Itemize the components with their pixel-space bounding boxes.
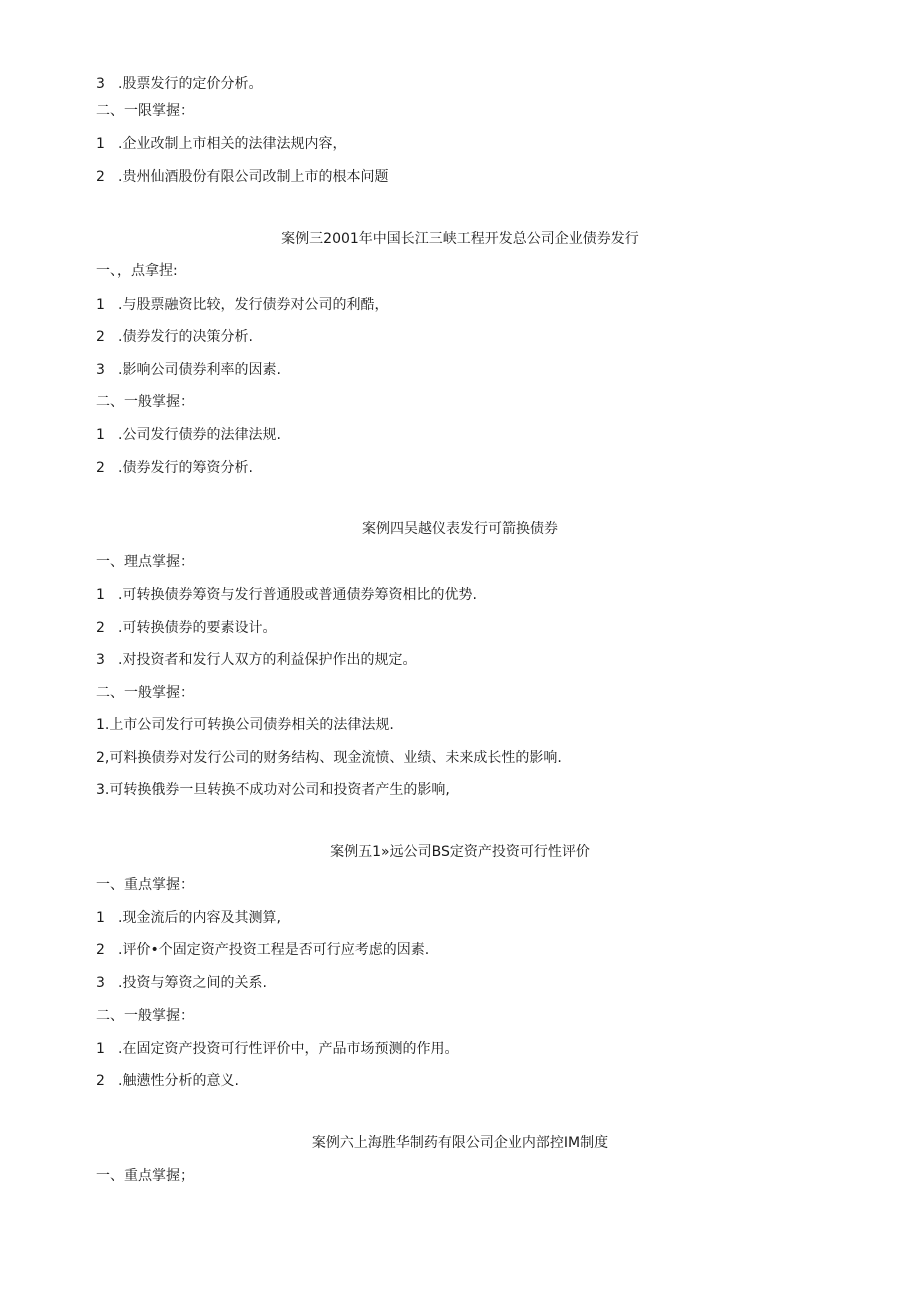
item-text: .触懑性分析的意义.	[118, 1073, 239, 1089]
item-text: .投资与筹资之间的关系.	[118, 975, 267, 991]
list-item	[96, 328, 253, 346]
item-text: .债券发行的筹资分析.	[118, 460, 253, 476]
list-item	[96, 361, 281, 379]
item-text: .股票发行的定价分析。	[118, 76, 263, 92]
key-mastery-title: 一、理点掌握：	[96, 554, 194, 570]
list-item	[96, 459, 253, 477]
list-item	[96, 619, 276, 637]
list-item	[96, 75, 262, 93]
list-item	[96, 941, 429, 959]
general-mastery-title: 二、一般掌握：	[96, 394, 194, 410]
item-number: 1	[96, 427, 105, 443]
item-number: 2	[96, 460, 105, 476]
case-title: 案例四吴越仪表发行可箭换债券	[362, 521, 558, 537]
item-text: .现金流后的内容及其测算,	[118, 910, 281, 926]
key-mastery-title: 一、重点掌握；	[96, 1168, 194, 1184]
item-text: .可转换债券筹资与发行普通股或普通债券筹资相比的优势.	[118, 587, 477, 603]
item-number: 3	[96, 76, 105, 92]
list-item	[96, 135, 346, 153]
list-item	[96, 651, 416, 669]
item-text: .贵州仙酒股份有限公司改制上市的根本问题	[118, 169, 389, 185]
item-number: 1	[96, 1041, 105, 1057]
list-item	[96, 296, 388, 314]
item-number: 2	[96, 620, 105, 636]
item-number: 2	[96, 169, 105, 185]
item-text: .债券发行的决策分析.	[118, 329, 253, 345]
item-number: 1	[96, 136, 105, 152]
key-mastery-title: 一、，点拿捏:	[96, 263, 178, 279]
item-text: .与股票融资比较，发行债券对公司的利酷，	[118, 297, 389, 313]
list-item: 3.可转换俄券一旦转换不成功对公司和投资者产生的影响,	[96, 782, 450, 798]
general-mastery-title: 二、一般掌握：	[96, 685, 194, 701]
key-mastery-title: 一、重点掌握：	[96, 877, 194, 893]
general-mastery-title: 二、一限掌握：	[96, 103, 194, 119]
list-item: 1.上市公司发行可转换公司债券相关的法律法规.	[96, 717, 394, 733]
item-text: .可转换债券的要素设计。	[118, 620, 277, 636]
item-number: 3	[96, 975, 105, 991]
item-number: 2	[96, 942, 105, 958]
item-number: 2	[96, 329, 105, 345]
item-number: 1	[96, 297, 105, 313]
item-number: 1	[96, 910, 105, 926]
list-item	[96, 909, 281, 927]
item-text: .在固定资产投资可行性评价中，产品市场预测的作用。	[118, 1041, 459, 1057]
list-item	[96, 1040, 458, 1058]
item-text: .影响公司债券利率的因素.	[118, 362, 281, 378]
item-number: 1	[96, 587, 105, 603]
list-item	[96, 1072, 239, 1090]
item-text: .企业改制上市相关的法律法规内容，	[118, 136, 347, 152]
item-text: .评价•个固定资产投资工程是否可行应考虑的因素.	[118, 942, 430, 958]
case-title: 案例六上海胜华制药有限公司企业内部控IM制度	[311, 1135, 609, 1151]
list-item	[96, 168, 388, 186]
general-mastery-title: 二、一般掌握：	[96, 1008, 194, 1024]
item-text: .对投资者和发行人双方的利益保护作出的规定。	[118, 652, 417, 668]
item-text: .公司发行债券的法律法规.	[118, 427, 281, 443]
case-title: 案例三2001年中国长江三峡工程开发总公司企业债券发行	[281, 231, 639, 247]
item-number: 3	[96, 652, 105, 668]
case-title: 案例五1»远公司BS定资产投资可行性评价	[330, 844, 590, 860]
list-item	[96, 586, 477, 604]
item-number: 2	[96, 1073, 105, 1089]
list-item	[96, 974, 267, 992]
list-item	[96, 426, 281, 444]
list-item: 2,可料换债券对发行公司的财务结构、现金流愤、业绩、未来成长性的影响.	[96, 750, 562, 766]
item-number: 3	[96, 362, 105, 378]
